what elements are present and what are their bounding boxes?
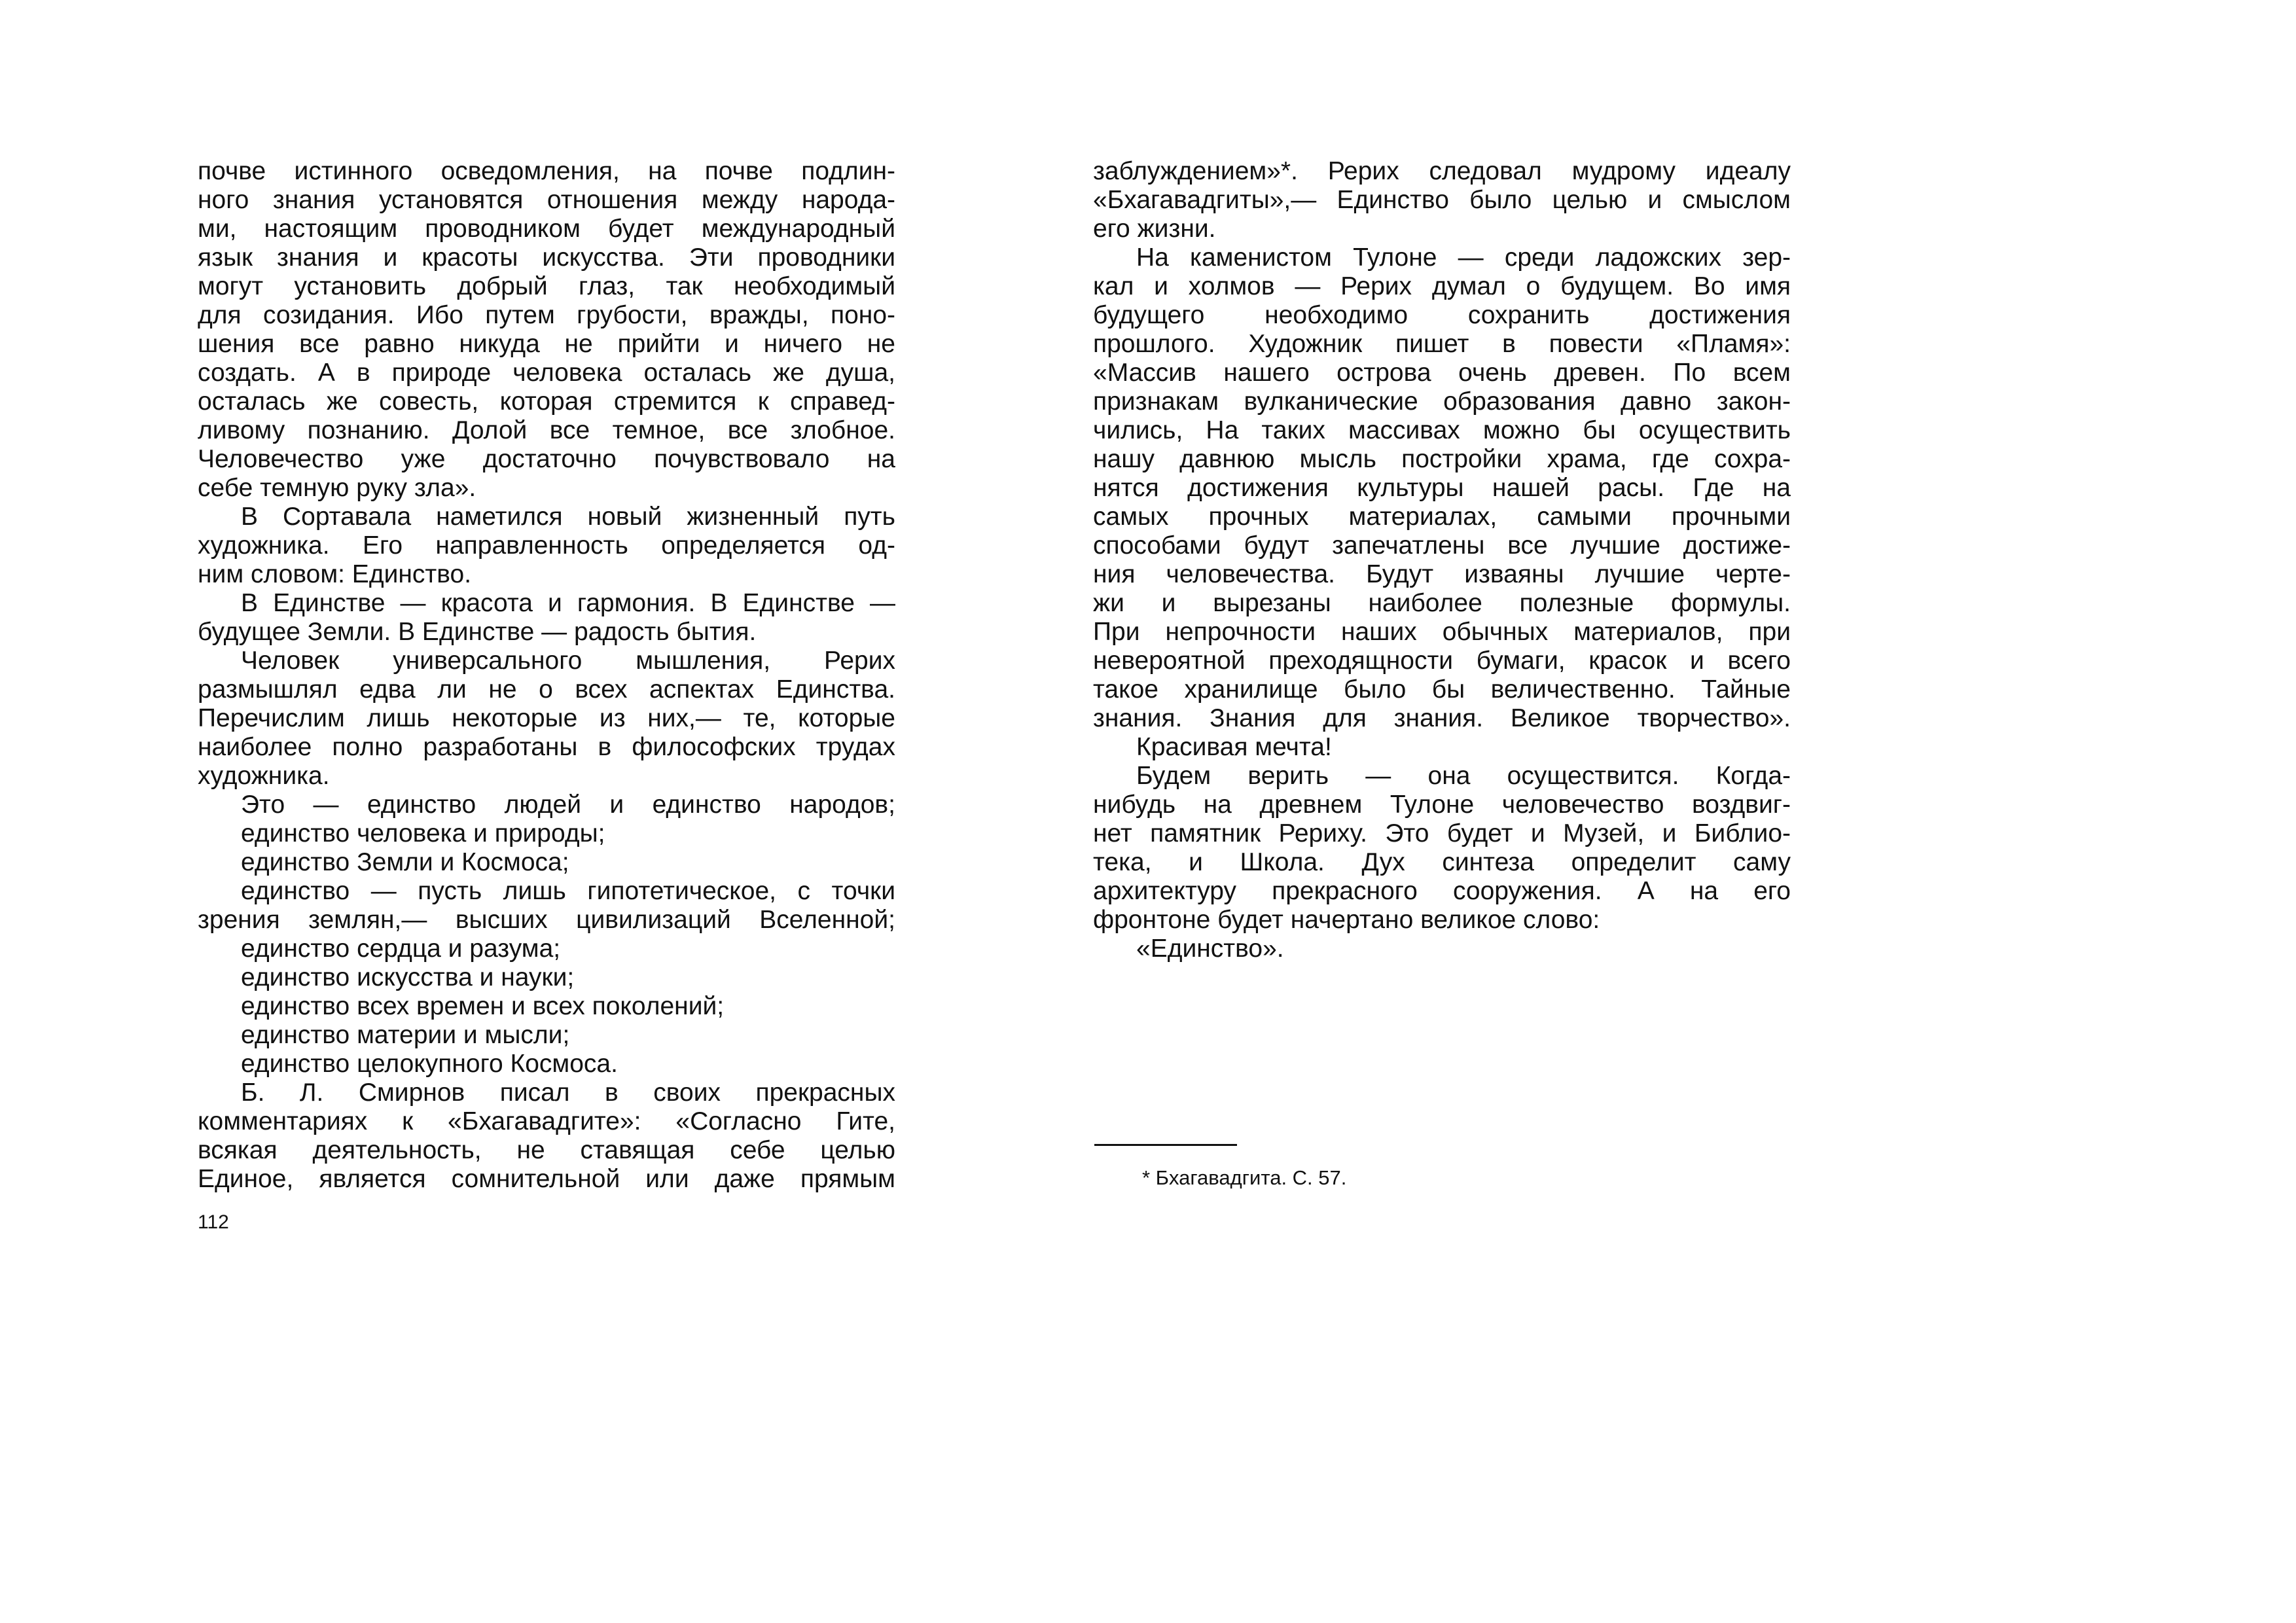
text-line: единство сердца и разума; (241, 935, 561, 963)
text-line: знания. Знания для знания. Великое творчество». (1093, 704, 1791, 732)
text-line: почве истинного осведомления, на почве подлин- (198, 157, 895, 185)
text-line: «Единство». (1136, 935, 1284, 963)
text-line: единство человека и природы; (241, 819, 605, 847)
text-line: самых прочных материалах, самыми прочными (1093, 503, 1791, 531)
text-line: способами будут запечатлены все лучшие достиже- (1093, 531, 1791, 560)
text-line: всякая деятельность, не ставящая себе целью (198, 1136, 895, 1164)
text-line: для созидания. Ибо путем грубости, вражды, поно- (198, 301, 895, 329)
text-line: единство искусства и науки; (241, 963, 575, 991)
text-line: Человечество уже достаточно почувствовало на (198, 445, 895, 473)
text-line: язык знания и красоты искусства. Эти проводники (198, 243, 895, 272)
text-line: заблуждением»*. Рерих следовал мудрому идеалу (1093, 157, 1791, 185)
text-line: ного знания установятся отношения между народа- (198, 186, 895, 214)
text-line: Единое, является сомнительной или даже прямым (198, 1165, 895, 1193)
text-line: жи и вырезаны наиболее полезные формулы. (1093, 589, 1791, 617)
text-line: единство Земли и Космоса; (241, 848, 569, 876)
left-page-text (198, 157, 895, 1194)
text-line: кал и холмов — Рерих думал о будущем. Во имя (1093, 272, 1791, 300)
text-line: «Бхагавадгиты»,— Единство было целью и смыслом (1093, 186, 1791, 214)
text-line: При непрочности наших обычных материалов, при (1093, 618, 1791, 646)
text-line: себе темную руку зла». (198, 474, 476, 502)
text-line: такое хранилище было бы величественно. Тайные (1093, 675, 1791, 704)
text-line: создать. А в природе человека осталась же душа, (198, 359, 895, 387)
text-line: Человек универсального мышления, Рерих (241, 647, 895, 675)
text-line: будущее Земли. В Единстве — радость бытия. (198, 618, 757, 646)
text-line: комментариях к «Бхагавадгите»: «Согласно Гите, (198, 1107, 895, 1135)
text-line: нибудь на древнем Тулоне человечество воздвиг- (1093, 791, 1791, 819)
text-line: нятся достижения культуры нашей расы. Где на (1093, 474, 1791, 502)
text-line: зрения землян,— высших цивилизаций Вселенной; (198, 906, 895, 934)
text-line: На каменистом Тулоне — среди ладожских зер- (1136, 243, 1791, 272)
text-line: Это — единство людей и единство народов; (241, 791, 895, 819)
text-line: единство материи и мысли; (241, 1021, 570, 1049)
text-line: Красивая мечта! (1136, 733, 1332, 761)
text-line: Б. Л. Смирнов писал в своих прекрасных (241, 1079, 895, 1107)
text-line: Перечислим лишь некоторые из них,— те, которые (198, 704, 895, 732)
text-line: нашу давнюю мысль постройки храма, где сохра- (1093, 445, 1791, 473)
text-line: единство всех времен и всех поколений; (241, 992, 725, 1020)
text-line: В Сортавала наметился новый жизненный путь (241, 503, 895, 531)
text-line: невероятной преходящности бумаги, красок и всего (1093, 647, 1791, 675)
text-line: ним словом: Единство. (198, 560, 472, 588)
page-number: 112 (198, 1211, 229, 1233)
text-line: тека, и Школа. Дух синтеза определит саму (1093, 848, 1791, 876)
text-line: художника. (198, 762, 330, 790)
text-line: его жизни. (1093, 215, 1216, 243)
text-line: прошлого. Художник пишет в повести «Пламя»: (1093, 330, 1791, 358)
text-line: нет памятник Рериху. Это будет и Музей, и Библио- (1093, 819, 1791, 847)
text-line: будущего необходимо сохранить достижения (1093, 301, 1791, 329)
text-line: ния человечества. Будут изваяны лучшие черте- (1093, 560, 1791, 588)
text-line: фронтоне будет начертано великое слово: (1093, 906, 1600, 934)
text-line: ливому познанию. Долой все темное, все злобное. (198, 416, 895, 444)
text-line: художника. Его направленность определяется од- (198, 531, 895, 560)
text-line: размышлял едва ли не о всех аспектах Единства. (198, 675, 895, 704)
footnote: * Бхагавадгита. С. 57. (1142, 1166, 1347, 1189)
right-page-text (1093, 157, 1791, 963)
text-line: единство — пусть лишь гипотетическое, с точки (241, 877, 895, 905)
text-line: «Массив нашего острова очень древен. По всем (1093, 359, 1791, 387)
text-line: чились, На таких массивах можно бы осуществить (1093, 416, 1791, 444)
text-line: шения все равно никуда не прийти и ничего не (198, 330, 895, 358)
text-line: Будем верить — она осуществится. Когда- (1136, 762, 1791, 790)
text-line: осталась же совесть, которая стремится к справед- (198, 387, 895, 416)
footnote-divider (1094, 1144, 1237, 1146)
text-line: единство целокупного Космоса. (241, 1050, 618, 1078)
text-line: В Единстве — красота и гармония. В Единстве — (241, 589, 895, 617)
text-line: могут установить добрый глаз, так необходимый (198, 272, 895, 300)
text-line: архитектуру прекрасного сооружения. А на его (1093, 877, 1791, 905)
text-line: наиболее полно разработаны в философских трудах (198, 733, 895, 761)
text-line: ми, настоящим проводником будет международный (198, 215, 895, 243)
text-line: признакам вулканические образования давно закон- (1093, 387, 1791, 416)
